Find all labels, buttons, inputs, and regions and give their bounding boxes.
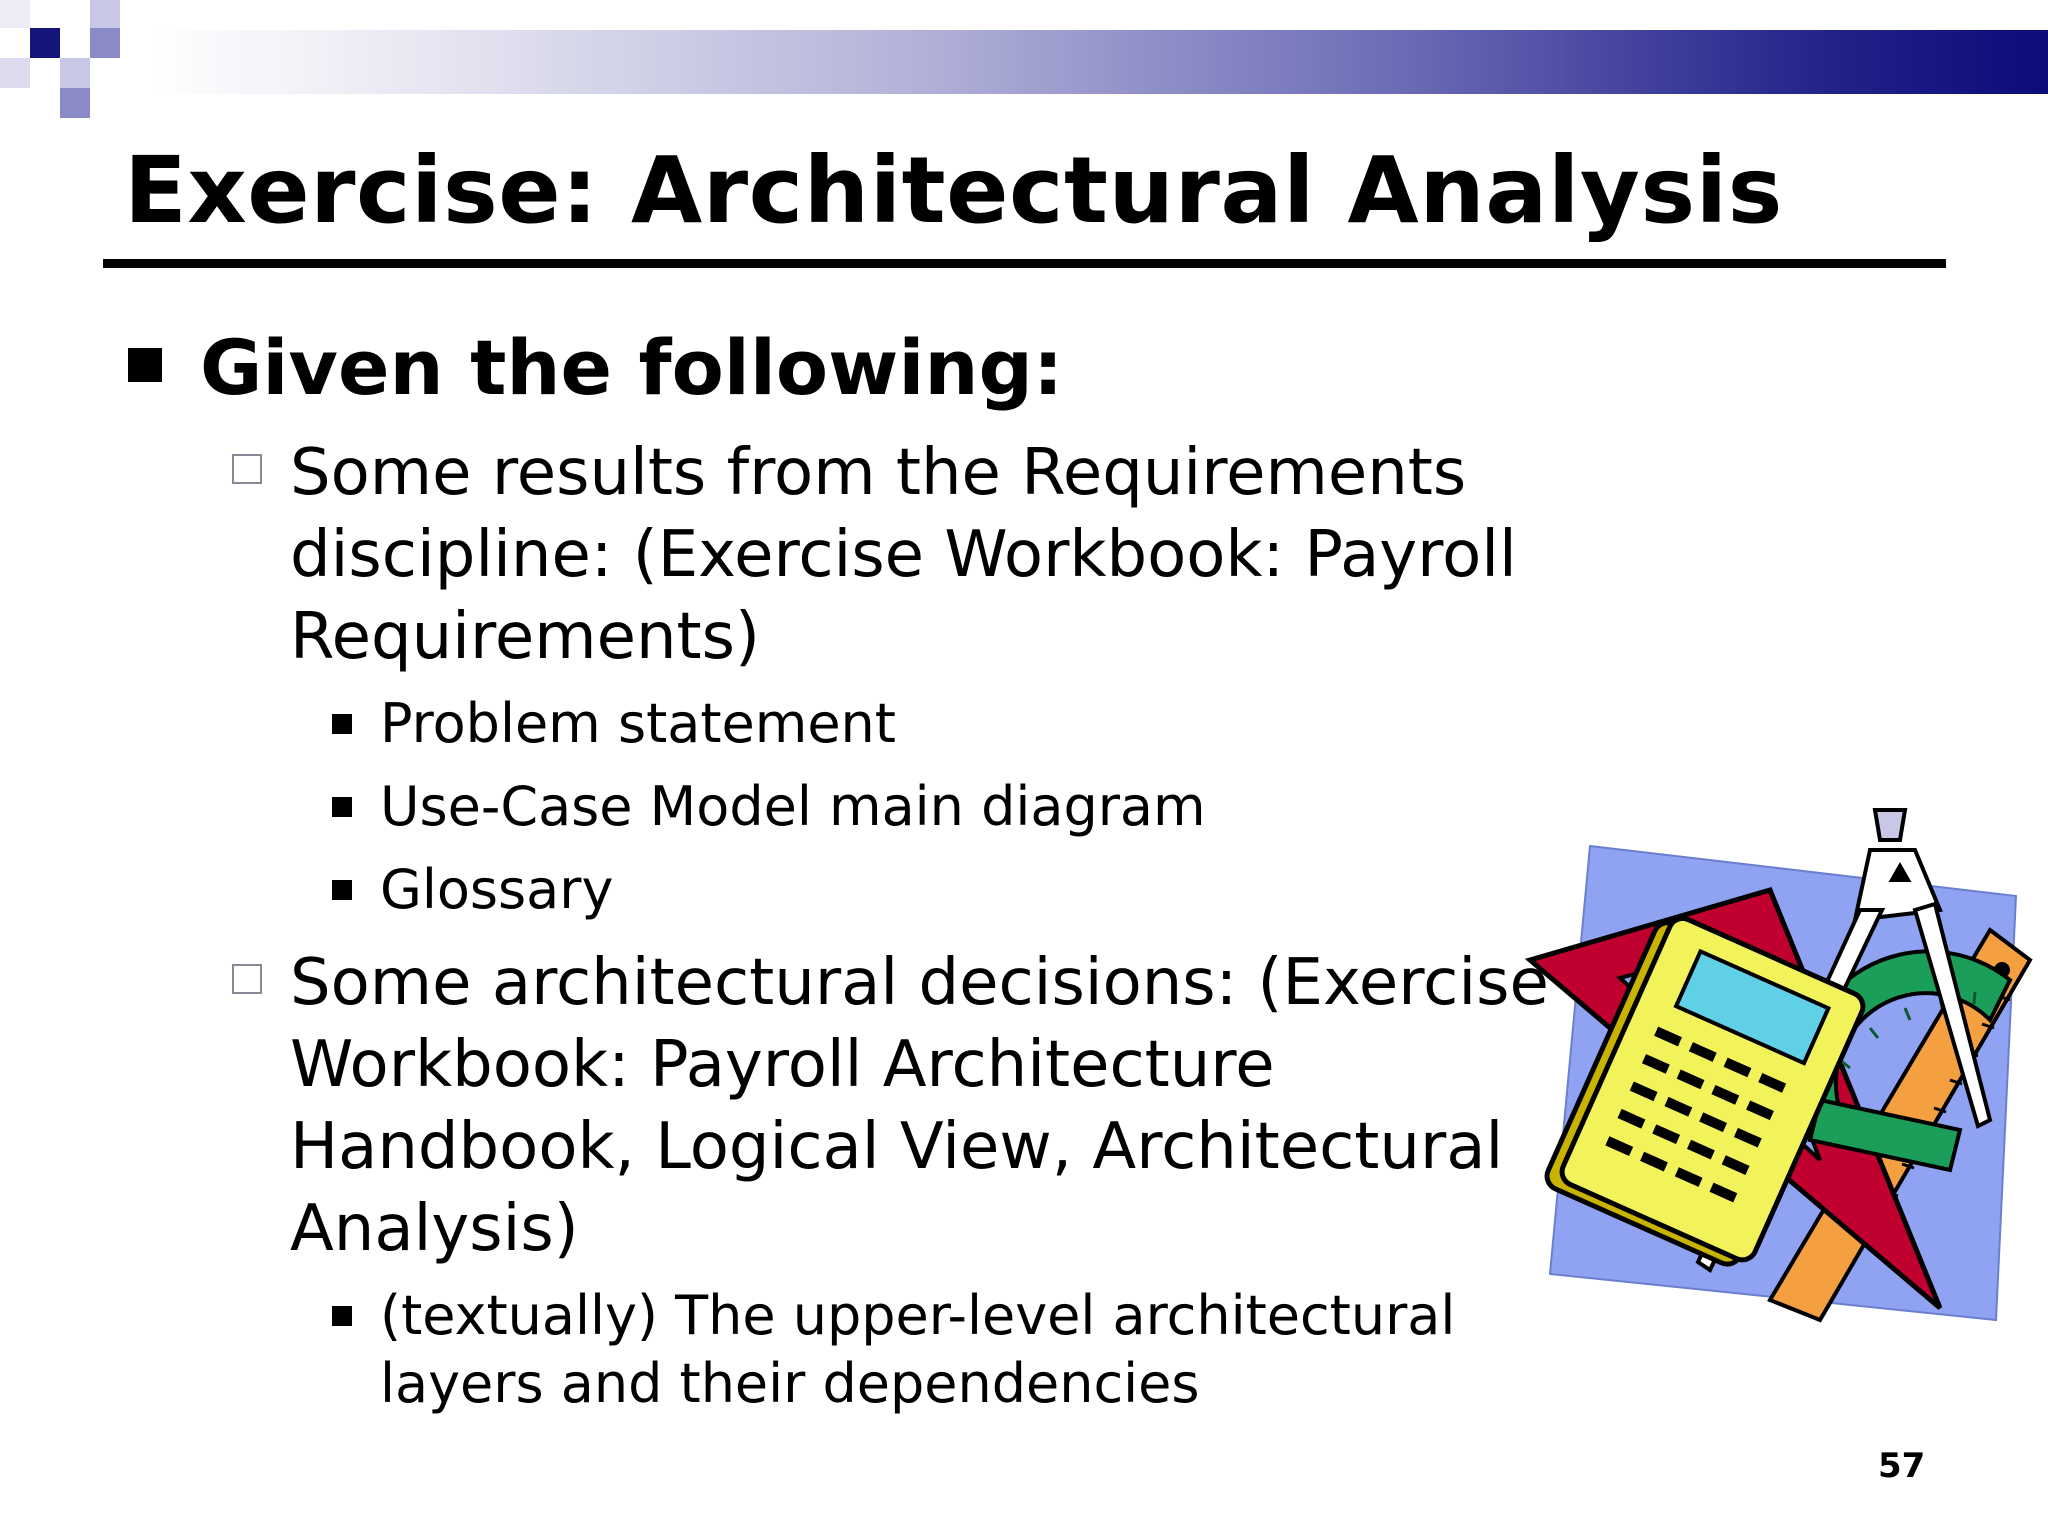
list-item-glossary: Glossary (380, 858, 614, 921)
arch-decisions-line-2: Workbook: Payroll Architecture (290, 1028, 1275, 1102)
hollow-square-bullet-icon (232, 454, 262, 484)
square-bullet-icon (332, 880, 352, 900)
list-item-layers-line-1: (textually) The upper-level architectural (380, 1284, 1456, 1347)
req-results-line-3: Requirements) (290, 600, 760, 674)
square-bullet-icon (332, 714, 352, 734)
req-results-line-2: discipline: (Exercise Workbook: Payroll (290, 518, 1517, 592)
drafting-tools-clipart-icon (1520, 800, 2040, 1330)
square-bullet-icon (128, 348, 162, 382)
square-bullet-icon (332, 1306, 352, 1326)
req-results-line-1: Some results from the Requirements (290, 436, 1467, 510)
list-item-problem-statement: Problem statement (380, 692, 896, 755)
list-item-layers-line-2: layers and their dependencies (380, 1352, 1200, 1415)
arch-decisions-line-4: Analysis) (290, 1192, 579, 1266)
given-heading: Given the following: (200, 323, 1064, 412)
hollow-square-bullet-icon (232, 964, 262, 994)
arch-decisions-line-3: Handbook, Logical View, Architectural (290, 1110, 1504, 1184)
page-number: 57 (1878, 1446, 1926, 1486)
list-item-use-case-model: Use-Case Model main diagram (380, 775, 1206, 838)
square-bullet-icon (332, 797, 352, 817)
arch-decisions-line-1: Some architectural decisions: (Exercise (290, 946, 1549, 1020)
slide-title: Exercise: Architectural Analysis (124, 137, 1783, 244)
